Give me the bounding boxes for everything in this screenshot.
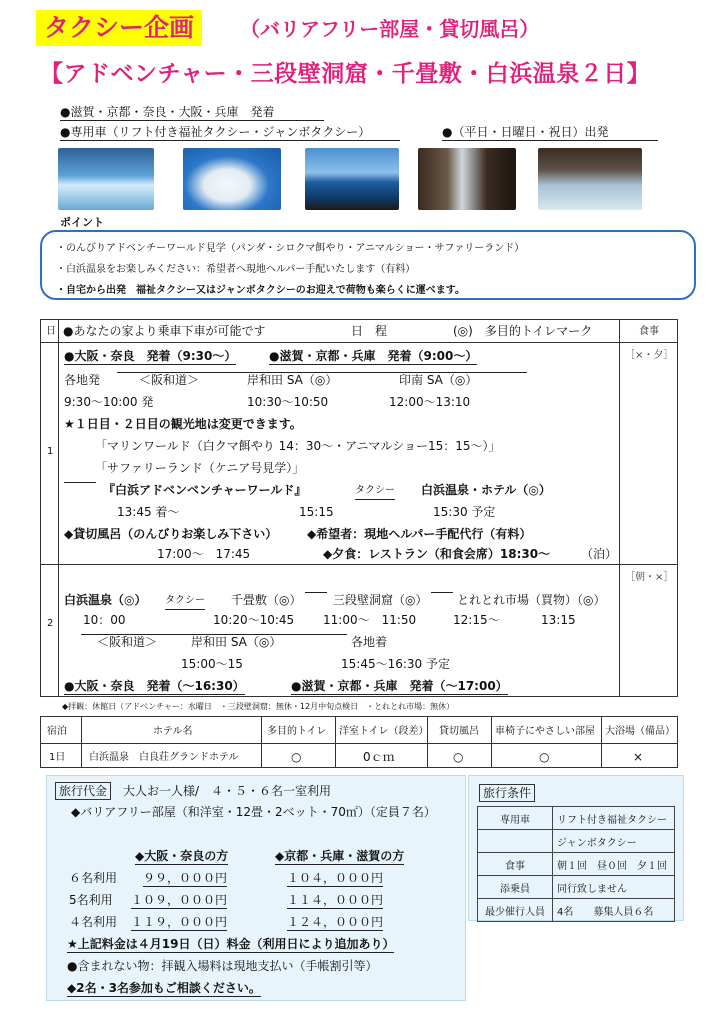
- price-intro: 大人お一人様/ ４・５・６名一室利用: [123, 784, 332, 798]
- shirahama-onsen: 白浜温泉（◎）: [64, 593, 147, 607]
- taxi-label: タクシー: [355, 483, 395, 500]
- time: 15:45〜16:30 予定: [341, 657, 450, 671]
- page-subtitle: （バリアフリー部屋・貸切風呂）: [240, 17, 540, 41]
- conditions-box: [468, 775, 684, 921]
- time: 13:15: [541, 613, 576, 627]
- toilet-mark-legend: (◎) 多目的トイレマーク: [453, 324, 593, 338]
- time: 12:00〜13:10: [389, 395, 471, 409]
- day-number: 2: [47, 618, 54, 629]
- closing-days-note: ◆拝観：休館日（アドベンチャー：水曜日 ・三段壁洞窟：無休・12月中旬点検日 ・とれとれ市場：無休）: [62, 702, 455, 711]
- private-bath-note: ◆貸切風呂（のんびりお楽しみ下さい）: [64, 527, 278, 541]
- shirahama-hotel: 白浜温泉・ホテル（◎）: [421, 483, 551, 497]
- hotel-header: 洋室トイレ（段差）: [339, 726, 429, 737]
- room-info: ◆バリアフリー部屋（和洋室・12畳・2ベット・70㎡）（定員７名）: [71, 805, 436, 819]
- small-group-note: ◆2名・3名参加もご相談ください。: [67, 981, 261, 995]
- people-count: ４名利用: [69, 915, 118, 929]
- adventure-world: 『白浜アドベンベンチャーワールド』: [103, 483, 307, 497]
- hotel-header: 車椅子にやさしい部屋: [495, 726, 595, 737]
- condition-key: [478, 830, 553, 853]
- people-count: ６名利用: [69, 871, 118, 885]
- conditions-table: [477, 806, 675, 922]
- meal-day1: ［×・夕］: [625, 350, 674, 361]
- time: 10:30〜10:50: [247, 395, 329, 409]
- depart-from-each-area: 各地発: [64, 373, 101, 387]
- col-header-day: 日: [46, 326, 56, 337]
- departure-areas: ●滋賀・京都・奈良・大阪・兵庫 発着: [60, 104, 324, 121]
- time: 10:20〜10:45: [213, 613, 295, 627]
- people-count: 5名利用: [69, 893, 113, 907]
- inami-sa: 印南 SA（◎）: [399, 373, 478, 387]
- door-to-door-note: ●あなたの家より乗車下車が可能です: [63, 324, 266, 338]
- price-kyoto-hyogo-shiga: １１４，０００円: [287, 893, 384, 907]
- time: 9:30〜10:00 発: [64, 395, 154, 409]
- overnight: （泊）: [581, 547, 618, 561]
- route-underline: [305, 592, 327, 593]
- arrive-each-area: 各地着: [351, 635, 388, 649]
- hotel-cell: ×: [633, 750, 644, 764]
- time: 17:00〜 17:45: [157, 547, 251, 561]
- condition-key: 最少催行人員: [478, 899, 553, 922]
- hotel-cell: 白浜温泉 白良荘グランドホテル: [89, 752, 239, 763]
- condition-key: 添乗員: [478, 876, 553, 899]
- kishiwada-sa: 岸和田 SA（◎）: [247, 373, 338, 387]
- point-item: ・のんびりアドベンチーワールド見学（パンダ・シロクマ餌やり・アニマルショー・サファリーランド）: [56, 243, 525, 254]
- time: 15:30 予定: [433, 505, 496, 519]
- condition-value: 朝１回 昼０回 夕１回: [553, 853, 675, 876]
- point-item: ・白浜温泉をお楽しみください：希望者へ現地ヘルパー手配いたします（有料）: [56, 264, 416, 275]
- kishiwada-sa: 岸和田 SA（◎）: [191, 635, 282, 649]
- condition-key: 専用車: [478, 807, 553, 830]
- price-col-kyoto-hyogo-shiga: ◆京都・兵庫・滋賀の方: [275, 849, 405, 863]
- hotel-table: [40, 716, 678, 768]
- point-heading: ポイント: [60, 216, 104, 229]
- time: 11:00〜 11:50: [323, 613, 417, 627]
- price-label: 旅行代金: [55, 782, 111, 800]
- hotel-header: 大浴場（備品）: [605, 726, 675, 737]
- condition-value: リフト付き福祉タクシー: [553, 807, 675, 830]
- vehicle-type: ●専用車（リフト付き福祉タクシー・ジャンボタクシー）: [60, 124, 400, 141]
- hotel-cell: ○: [453, 750, 464, 764]
- photo-polar-bear: [183, 148, 281, 210]
- col-header-meal: 食事: [639, 326, 659, 337]
- meal-day2: ［朝・×］: [625, 572, 674, 583]
- time: 10：00: [83, 613, 126, 627]
- price-osaka-nara: １０９，０００円: [131, 893, 228, 907]
- price-osaka-nara: １１９，０００円: [131, 915, 228, 929]
- hotel-header: ホテル名: [153, 726, 193, 737]
- photo-dolphin-show: [58, 148, 154, 210]
- toretore-market: とれとれ市場（買物）（◎）: [457, 593, 606, 607]
- marine-world: 「マリンワールド（白クマ餌やり 14：30〜・アニマルショー15：15〜）」: [95, 439, 501, 453]
- time: 15:15: [299, 505, 334, 519]
- itinerary-table: [40, 319, 678, 697]
- col-header-schedule: 日 程: [351, 324, 388, 338]
- hotel-header: 多目的トイレ: [267, 726, 327, 737]
- change-note: ★１日目・２日目の観光地は変更できます。: [64, 417, 302, 431]
- day-number: 1: [47, 446, 54, 457]
- hotel-cell: ○: [539, 750, 550, 764]
- hotel-header: 貸切風呂: [439, 726, 479, 737]
- time: 15:00〜15: [181, 657, 243, 671]
- hotel-cell: ○: [291, 750, 302, 764]
- page-title: タクシー企画: [36, 10, 202, 46]
- price-box: [46, 775, 466, 1001]
- point-box: [40, 230, 696, 300]
- not-included-note: ●含まれない物：拝観入場料は現地支払い（手帳割引等）: [67, 959, 378, 973]
- shiga-kyoto-hyogo-departure: ●滋賀・京都・兵庫 発着（9:00〜）: [269, 349, 478, 363]
- hotel-cell: 1日: [49, 752, 66, 763]
- photo-private-bath: [538, 148, 642, 210]
- route-underline: [64, 482, 96, 483]
- hotel-cell: 0ｃｍ: [363, 750, 395, 764]
- condition-value: 4名 募集人員６名: [553, 899, 675, 922]
- point-item: ・自宅から出発 福祉タクシー又はジャンボタクシーのお迎えで荷物も楽らくに運べます。: [56, 285, 465, 296]
- tour-banner: 【アドベンチャー・三段壁洞窟・千畳敷・白浜温泉２日】: [40, 61, 651, 87]
- photo-hotel-room: [418, 148, 516, 210]
- hanwa-expressway: ＜阪和道＞: [139, 373, 200, 387]
- condition-key: 食事: [478, 853, 553, 876]
- taxi-label: タクシー: [165, 593, 205, 610]
- price-osaka-nara: ９９，０００円: [143, 871, 228, 885]
- price-col-osaka-nara: ◆大阪・奈良の方: [135, 849, 229, 863]
- price-kyoto-hyogo-shiga: １２４，０００円: [287, 915, 384, 929]
- condition-value: 同行致しません: [553, 876, 675, 899]
- time: 13:45 着〜: [117, 505, 180, 519]
- time: 12:15〜: [453, 613, 500, 627]
- departure-days: ●（平日・日曜日・祝日）出発: [442, 124, 658, 141]
- condition-value: ジャンボタクシー: [553, 830, 675, 853]
- hotel-header: 宿泊: [47, 726, 67, 737]
- dinner-note: ◆夕食：レストラン（和食会席）18:30〜: [323, 547, 551, 561]
- photo-ocean-cliff: [305, 148, 399, 210]
- osaka-nara-departure: ●大阪・奈良 発着（9:30〜）: [64, 349, 237, 363]
- price-kyoto-hyogo-shiga: １０４，０００円: [287, 871, 384, 885]
- price-date-note: ★上記料金は４月19日（日）料金（利用日により追加あり）: [67, 937, 395, 951]
- route-underline: [431, 592, 453, 593]
- osaka-nara-arrival: ●大阪・奈良 発着（〜16:30）: [64, 679, 245, 693]
- conditions-label: 旅行条件: [479, 784, 535, 802]
- shiga-kyoto-hyogo-arrival: ●滋賀・京都・兵庫 発着（〜17:00）: [291, 679, 508, 693]
- hanwa-expressway: ＜阪和道＞: [97, 635, 158, 649]
- safari-land: 「サファリーランド（ケニア号見学）」: [95, 461, 305, 475]
- sandanbeki-cave: 三段壁洞窟（◎）: [333, 593, 428, 607]
- helper-note: ◆希望者：現地ヘルパー手配代行（有料）: [307, 527, 532, 541]
- senjojiki: 千畳敷（◎）: [231, 593, 302, 607]
